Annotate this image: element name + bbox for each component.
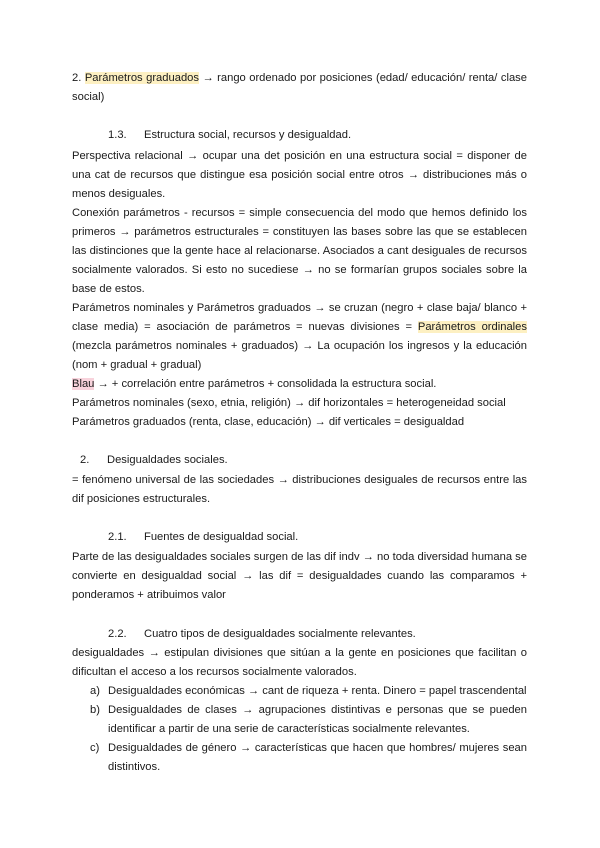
highlight-parametros-graduados: Parámetros graduados <box>84 72 199 84</box>
heading-title: Estructura social, recursos y desigualdad. <box>144 129 352 141</box>
heading-2-1 <box>108 528 298 547</box>
paragraph-line: menos desiguales. <box>72 188 166 200</box>
paragraph-line: primeros → parámetros estructurales = constituyen las bases sobre las que se establecen <box>72 226 527 238</box>
paragraph-line: (mezcla parámetros nominales + graduados) → La ocupación los ingresos y la educación <box>72 340 527 352</box>
paragraph-line: una cat de recursos que distingue esa posición social entre otros → distribuciones más o <box>72 169 527 181</box>
list-item-text: Desigualdades de clases → agrupaciones distintivas e personas que se pueden <box>108 704 527 716</box>
paragraph-line: ponderamos + atribuimos valor <box>72 589 226 601</box>
intro-prefix: 2. <box>72 72 85 84</box>
ordinal-line-text: clase media) = asociación de parámetros = nuevas divisiones = <box>72 321 418 333</box>
list-marker: b) <box>90 704 100 716</box>
paragraph-line: Parte de las desigualdades sociales surgen de las dif indv → no toda diversidad humana se <box>72 551 527 563</box>
list-item-continuation: identificar a partir de una serie de características socialmente relevantes. <box>108 723 470 735</box>
paragraph-line: Perspectiva relacional → ocupar una det posición en una estructura social = disponer de <box>72 150 527 162</box>
paragraph-line: Conexión parámetros - recursos = simple consecuencia del modo que hemos definido los <box>72 207 527 219</box>
paragraph-line: (nom + gradual + gradual) <box>72 359 202 371</box>
paragraph-line: las distinciones que la gente hace al relacionarse. Asociados a cant desiguales de recursos <box>72 245 527 257</box>
blau-line-text: → + correlación entre parámetros + consolidada la estructura social. <box>94 378 437 390</box>
list-item-text: Desigualdades de género → características que hacen que hombres/ mujeres sean <box>108 742 527 754</box>
paragraph-line: = fenómeno universal de las sociedades → distribuciones desiguales de recursos entre las <box>72 474 527 486</box>
heading-2 <box>80 451 228 470</box>
heading-title: Fuentes de desigualdad social. <box>144 531 299 543</box>
list-item-text: Desigualdades económicas → cant de riqueza + renta. Dinero = papel trascendental <box>108 685 527 697</box>
list-item-continuation: distintivos. <box>108 761 161 773</box>
heading-number: 1.3. <box>108 129 127 141</box>
highlight-parametros-ordinales: Parámetros ordinales <box>417 321 527 333</box>
intro-rest: → rango ordenado por posiciones (edad/ educación/ renta/ clase <box>199 72 527 84</box>
heading-title: Desigualdades sociales. <box>107 454 228 466</box>
paragraph-line: dif posiciones estructurales. <box>72 493 211 505</box>
list-item <box>90 682 527 701</box>
heading-1-3 <box>108 126 351 145</box>
intro-line-1 <box>72 69 527 88</box>
paragraph-line-ordinales <box>72 318 527 337</box>
paragraph-line: Parámetros graduados (renta, clase, educación) → dif verticales = desigualdad <box>72 416 465 428</box>
paragraph-line-blau <box>72 375 436 394</box>
list-marker: a) <box>90 685 100 697</box>
paragraph-line: base de estos. <box>72 283 145 295</box>
list-item <box>90 739 527 758</box>
heading-2-2 <box>108 625 416 644</box>
paragraph-line: dificultan el acceso a los recursos socialmente valorados. <box>72 666 357 678</box>
heading-number: 2.2. <box>108 628 127 640</box>
highlight-blau: Blau <box>72 378 95 390</box>
paragraph-line: socialmente valorados. Si esto no sucediese → no se formarían grupos sociales sobre la <box>72 264 527 276</box>
paragraph-line: desigualdades → estipulan divisiones que sitúan a la gente en posiciones que facilitan o <box>72 647 527 659</box>
paragraph-line: convierte en desigualdad social → las dif = desigualdades cuando las comparamos + <box>72 570 527 582</box>
list-marker: c) <box>90 742 100 754</box>
intro-line-2: social) <box>72 91 105 103</box>
heading-number: 2.1. <box>108 531 127 543</box>
list-item <box>90 701 527 720</box>
paragraph-line: Parámetros nominales y Parámetros graduados → se cruzan (negro + clase baja/ blanco + <box>72 302 527 314</box>
heading-number: 2. <box>80 454 90 466</box>
paragraph-line: Parámetros nominales (sexo, etnia, religión) → dif horizontales = heterogeneidad social <box>72 397 506 409</box>
heading-title: Cuatro tipos de desigualdades socialmente relevantes. <box>144 628 416 640</box>
